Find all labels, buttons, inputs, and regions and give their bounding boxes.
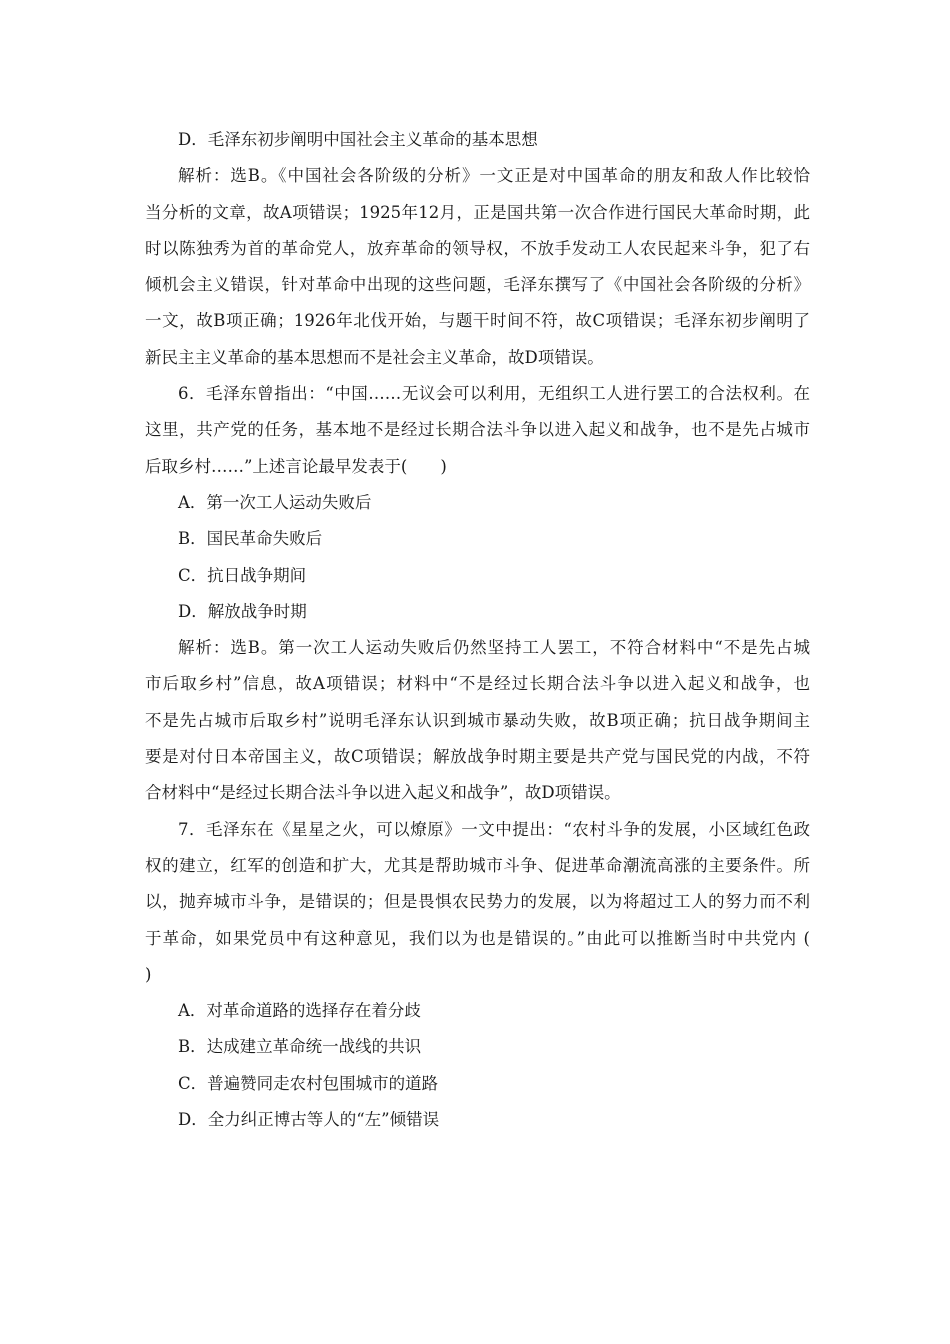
q7-stem-line-3: 以，抛弃城市斗争，是错误的；但是畏惧农民势力的发展，以为将超过工人的努力而不利	[145, 892, 810, 912]
q6-stem-line-2: 这里，共产党的任务，基本地不是经过长期合法斗争以进入起义和战争，也不是先占城市	[145, 420, 810, 440]
q5-analysis-line-6: 新民主主义革命的基本思想而不是社会主义革命，故D项错误。	[145, 347, 604, 367]
q7-option-b: B．达成建立革命统一战线的共识	[178, 1037, 422, 1057]
q7-option-a: A．对革命道路的选择存在着分歧	[178, 1001, 421, 1021]
q5-option-d: D．毛泽东初步阐明中国社会主义革命的基本思想	[178, 130, 538, 149]
q6-option-b: B．国民革命失败后	[178, 529, 323, 549]
q6-analysis-line-4: 要是对付日本帝国主义，故C项错误；解放战争时期主要是共产党与国民党的内战，不符	[145, 747, 810, 767]
q5-analysis-line-1: 解析：选B。《中国社会各阶级的分析》一文正是对中国革命的朋友和敌人作比较恰	[178, 166, 810, 186]
q5-analysis-line-5: 一文，故B项正确；1926年北伐开始，与题干时间不符，故C项错误；毛泽东初步阐明了	[145, 311, 810, 331]
q6-stem-line-1: 6．毛泽东曾指出：“中国……无议会可以利用，无组织工人进行罢工的合法权利。在	[178, 384, 810, 404]
document-body	[145, 122, 810, 1138]
q7-option-c: C．普遍赞同走农村包围城市的道路	[178, 1073, 439, 1093]
q5-analysis-line-3: 时以陈独秀为首的革命党人，放弃革命的领导权，不放手发动工人农民起来斗争，犯了右	[145, 238, 810, 258]
q7-stem-line-5: )	[145, 964, 152, 984]
q5-analysis-line-4: 倾机会主义错误，针对革命中出现的这些问题，毛泽东撰写了《中国社会各阶级的分析》	[145, 275, 810, 295]
q6-option-c: C．抗日战争期间	[178, 565, 307, 585]
q6-analysis-line-2: 市后取乡村”信息，故A项错误；材料中“不是经过长期合法斗争以进入起义和战争，也	[145, 674, 810, 694]
q6-option-a: A．第一次工人运动失败后	[178, 492, 372, 512]
q6-analysis-line-1: 解析：选B。第一次工人运动失败后仍然坚持工人罢工，不符合材料中“不是先占城	[178, 638, 810, 658]
q7-stem-line-4: 于革命，如果党员中有这种意见，我们以为也是错误的。”由此可以推断当时中共党内 (	[145, 928, 810, 948]
q6-analysis-line-3: 不是先占城市后取乡村”说明毛泽东认识到城市暴动失败，故B项正确；抗日战争期间主	[145, 710, 810, 730]
q7-stem-line-2: 权的建立，红军的创造和扩大，尤其是帮助城市斗争、促进革命潮流高涨的主要条件。所	[145, 855, 810, 875]
q6-analysis-line-5: 合材料中“是经过长期合法斗争以进入起义和战争”，故D项错误。	[145, 783, 621, 803]
q5-analysis-line-2: 当分析的文章，故A项错误；1925年12月，正是国共第一次合作进行国民大革命时期，此	[145, 202, 810, 222]
q6-stem-line-3: 后取乡村……”上述言论最早发表于( )	[145, 456, 447, 476]
q7-option-d: D．全力纠正博古等人的“左”倾错误	[178, 1110, 440, 1130]
q7-stem-line-1: 7．毛泽东在《星星之火，可以燎原》一文中提出：“农村斗争的发展，小区域红色政	[178, 819, 810, 839]
q6-option-d: D．解放战争时期	[178, 601, 307, 621]
